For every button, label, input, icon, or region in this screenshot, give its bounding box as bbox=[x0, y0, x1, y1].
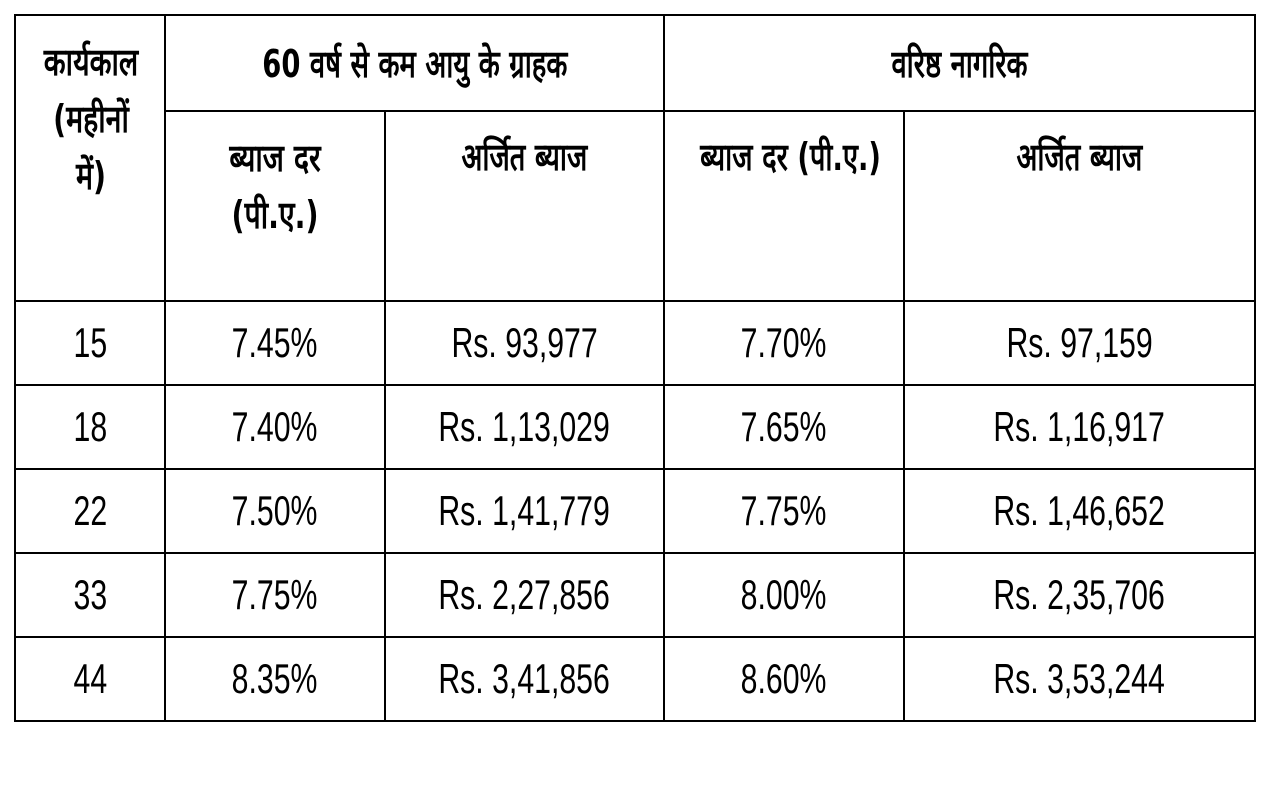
senior-group-header: वरिष्ठ नागरिक bbox=[891, 42, 1028, 86]
senior-interest-cell bbox=[904, 301, 1255, 385]
tenure-cell bbox=[15, 301, 165, 385]
senior-rate-value: 7.75% bbox=[741, 487, 827, 534]
regular-interest-cell bbox=[385, 637, 664, 721]
senior-rate-cell bbox=[664, 469, 904, 553]
senior-interest-header: अर्जित ब्याज bbox=[1016, 135, 1143, 179]
regular-rate-cell bbox=[165, 301, 385, 385]
regular-rate-value: 7.40% bbox=[232, 403, 318, 450]
regular-interest-value: Rs. 3,41,856 bbox=[438, 655, 611, 702]
senior-interest-value: Rs. 1,16,917 bbox=[993, 403, 1166, 450]
tenure-value: 15 bbox=[73, 319, 107, 366]
senior-rate-header: ब्याज दर (पी.ए.) bbox=[700, 135, 881, 179]
regular-group-header: 60 वर्ष से कम आयु के ग्राहक bbox=[261, 42, 568, 86]
senior-interest-header-cell bbox=[904, 111, 1255, 301]
senior-interest-value: Rs. 1,46,652 bbox=[993, 487, 1166, 534]
tenure-value: 33 bbox=[73, 571, 107, 618]
senior-rate-value: 8.00% bbox=[741, 571, 827, 618]
regular-interest-cell bbox=[385, 301, 664, 385]
regular-rate-cell bbox=[165, 637, 385, 721]
tenure-header-cell bbox=[15, 15, 165, 301]
regular-rate-value: 7.50% bbox=[232, 487, 318, 534]
tenure-header: कार्यकाल (महीनों में) bbox=[43, 40, 139, 198]
regular-rate-value: 8.35% bbox=[232, 655, 318, 702]
senior-interest-value: Rs. 97,159 bbox=[1006, 319, 1153, 366]
regular-interest-header-cell bbox=[385, 111, 664, 301]
regular-interest-cell bbox=[385, 385, 664, 469]
senior-rate-value: 8.60% bbox=[741, 655, 827, 702]
table-row bbox=[15, 385, 1255, 469]
senior-rate-header-cell bbox=[664, 111, 904, 301]
regular-rate-value: 7.45% bbox=[232, 319, 318, 366]
tenure-value: 18 bbox=[73, 403, 107, 450]
senior-rate-cell bbox=[664, 385, 904, 469]
regular-rate-cell bbox=[165, 385, 385, 469]
senior-interest-cell bbox=[904, 469, 1255, 553]
senior-group-header-cell bbox=[664, 15, 1255, 111]
regular-interest-cell bbox=[385, 469, 664, 553]
tenure-value: 22 bbox=[73, 487, 107, 534]
tenure-value: 44 bbox=[73, 655, 107, 702]
senior-rate-value: 7.65% bbox=[741, 403, 827, 450]
regular-interest-value: Rs. 1,41,779 bbox=[438, 487, 611, 534]
senior-interest-value: Rs. 3,53,244 bbox=[993, 655, 1166, 702]
interest-rate-table bbox=[14, 14, 1256, 722]
regular-rate-cell bbox=[165, 553, 385, 637]
tenure-cell bbox=[15, 385, 165, 469]
table-row bbox=[15, 553, 1255, 637]
regular-interest-cell bbox=[385, 553, 664, 637]
tenure-cell bbox=[15, 469, 165, 553]
table-row bbox=[15, 637, 1255, 721]
senior-rate-value: 7.70% bbox=[741, 319, 827, 366]
regular-rate-header-cell bbox=[165, 111, 385, 301]
tenure-cell bbox=[15, 637, 165, 721]
regular-interest-header: अर्जित ब्याज bbox=[461, 135, 588, 179]
regular-rate-cell bbox=[165, 469, 385, 553]
tenure-cell bbox=[15, 553, 165, 637]
senior-rate-cell bbox=[664, 637, 904, 721]
senior-interest-cell bbox=[904, 553, 1255, 637]
senior-interest-value: Rs. 2,35,706 bbox=[993, 571, 1166, 618]
regular-interest-value: Rs. 93,977 bbox=[451, 319, 598, 366]
table-row bbox=[15, 469, 1255, 553]
regular-rate-header: ब्याज दर (पी.ए.) bbox=[229, 136, 321, 237]
senior-rate-cell bbox=[664, 553, 904, 637]
header-row-groups bbox=[15, 15, 1255, 111]
regular-interest-value: Rs. 2,27,856 bbox=[438, 571, 611, 618]
senior-interest-cell bbox=[904, 637, 1255, 721]
senior-interest-cell bbox=[904, 385, 1255, 469]
senior-rate-cell bbox=[664, 301, 904, 385]
regular-group-header-cell bbox=[165, 15, 664, 111]
regular-rate-value: 7.75% bbox=[232, 571, 318, 618]
header-row-columns bbox=[15, 111, 1255, 301]
table-row bbox=[15, 301, 1255, 385]
regular-interest-value: Rs. 1,13,029 bbox=[438, 403, 611, 450]
